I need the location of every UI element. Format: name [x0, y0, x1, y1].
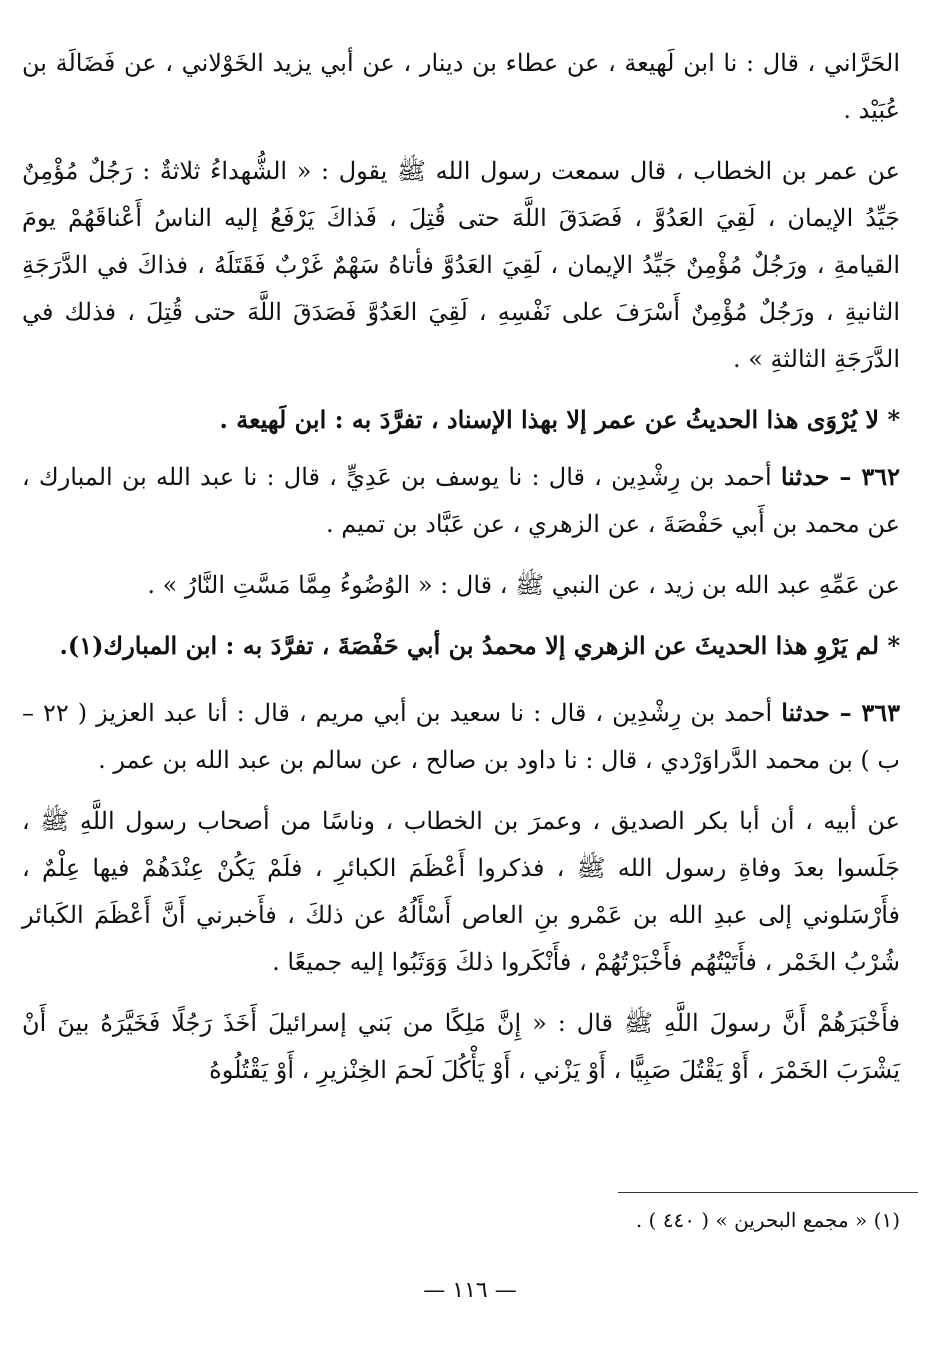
paragraph-hadith-matn: عن عمر بن الخطاب ، قال سمعت رسول الله ﷺ يقول : « الشُّهداءُ ثلاثةٌ : رَجُلٌ مُؤْمِنٌ جَيِّدُ الإيمان ، لَقِيَ العَدُوَّ ، فَصَدَقَ اللَّهَ حتى قُتِلَ ، فَذاكَ يَرْفَعُ إليه الناسُ أَعْناقَهُمْ يومَ القيامةِ ، ورَجُلٌ مُؤْمِنٌ جَيِّدُ الإيمان ، لَقِيَ العَدُوَّ فأتاهُ سَهْمٌ غَرْبٌ فَقَتَلَهُ ، فذاكَ في الدَّرَجَةِ الثانيةِ ، ورَجُلٌ مُؤْمِنٌ أَسْرَفَ على نَفْسِهِ ، لَقِيَ العَدُوَّ فَصَدَقَ اللَّهَ حتى قُتِلَ ، فذلك في الدَّرَجَةِ الثالثةِ » .	[22, 157, 900, 373]
footnote: (١) « مجمع البحرين » ( ٤٤٠ ) .	[635, 1208, 900, 1232]
footnote-divider	[618, 1192, 918, 1193]
hadith-number: ٣٦٣ – حدثنا	[781, 698, 900, 727]
paragraph-hadith-363	[22, 689, 900, 784]
narration-note: * لم يَرْوِ هذا الحديثَ عن الزهري إلا محمدُ بن أبي حَفْصَةَ ، تفرَّدَ به : ابن المبارك(١).	[59, 631, 900, 660]
spacer	[22, 679, 900, 689]
paragraph-isnad-continuation: الحَرَّاني ، قال : نا ابن لَهيعة ، عن عطاء بن دينار ، عن أبي يزيد الخَوْلاني ، عن فَضَالَة بن عُبَيْد .	[22, 49, 900, 124]
paragraph-hadith-362	[22, 453, 900, 548]
paragraph-hadith-matn: عن عَمِّهِ عبد الله بن زيد ، عن النبي ﷺ ، قال : « الوُضُوءُ مِمَّا مَسَّتِ النَّارُ » .	[147, 571, 900, 599]
narration-note: * لا يُرْوَى هذا الحديثُ عن عمر إلا بهذا الإسناد ، تفرَّدَ به : ابن لَهيعة .	[219, 405, 900, 434]
hadith-isnad: أحمد بن رِشْدِين ، قال : نا يوسف بن عَدِيٍّ ، قال : نا عبد الله بن المبارك ، عن محمد بن أَبي حَفْصَةَ ، عن الزهري ، عن عَبَّاد بن تميم .	[22, 463, 900, 538]
paragraph-hadith-matn: عن أبيه ، أن أبا بكر الصديق ، وعمرَ بن الخطاب ، وناسًا من أصحاب رسول اللَّهِ ﷺ ، جَلَسوا بعدَ وفاةِ رسول الله ﷺ ، فذكروا أَعْظَمَ الكبائرِ ، فلَمْ يَكُنْ عِنْدَهُمْ فيها عِلْمٌ ، فأَرْسَلوني إلى عبدِ الله بن عَمْرو بنِ العاص أَسْأَلُهُ عن ذلكَ ، فأَخبرني أَنَّ أَعْظَمَ الكَبائر شُرْبُ الخَمْر ، فأَتَيْتُهُم فأَخْبَرْتُهُمْ ، فأَنْكَروا ذلكَ وَوَثَبُوا إليه جميعًا .	[22, 807, 900, 976]
paragraph-hadith-matn: فأَخْبَرَهُمْ أَنَّ رسولَ اللَّهِ ﷺ قال : « إِنَّ مَلِكًا من بَني إسرائيلَ أَخَذَ رَجُلًا فَخَيَّرَهُ بينَ أَنْ يَشْرَبَ الخَمْرَ ، أَوْ يَقْتُلَ صَبِيًّا ، أَوْ يَزْني ، أَوْ يَأْكُلَ لَحمَ الخِنْزيرِ ، أَوْ يَقْتُلُوهُ	[22, 1009, 900, 1084]
page-number: — ١١٦ —	[423, 1278, 517, 1303]
hadith-isnad: أحمد بن رِشْدِين ، قال : نا سعيد بن أبي مريم ، قال : أنا عبد العزيز ( ٢٢ – ب ) بن محمد الدَّراوَرْدي ، قال : نا داود بن صالح ، عن سالم بن عبد الله بن عمر .	[22, 699, 900, 774]
page-body	[22, 40, 900, 1108]
hadith-number: ٣٦٢ – حدثنا	[780, 462, 901, 491]
